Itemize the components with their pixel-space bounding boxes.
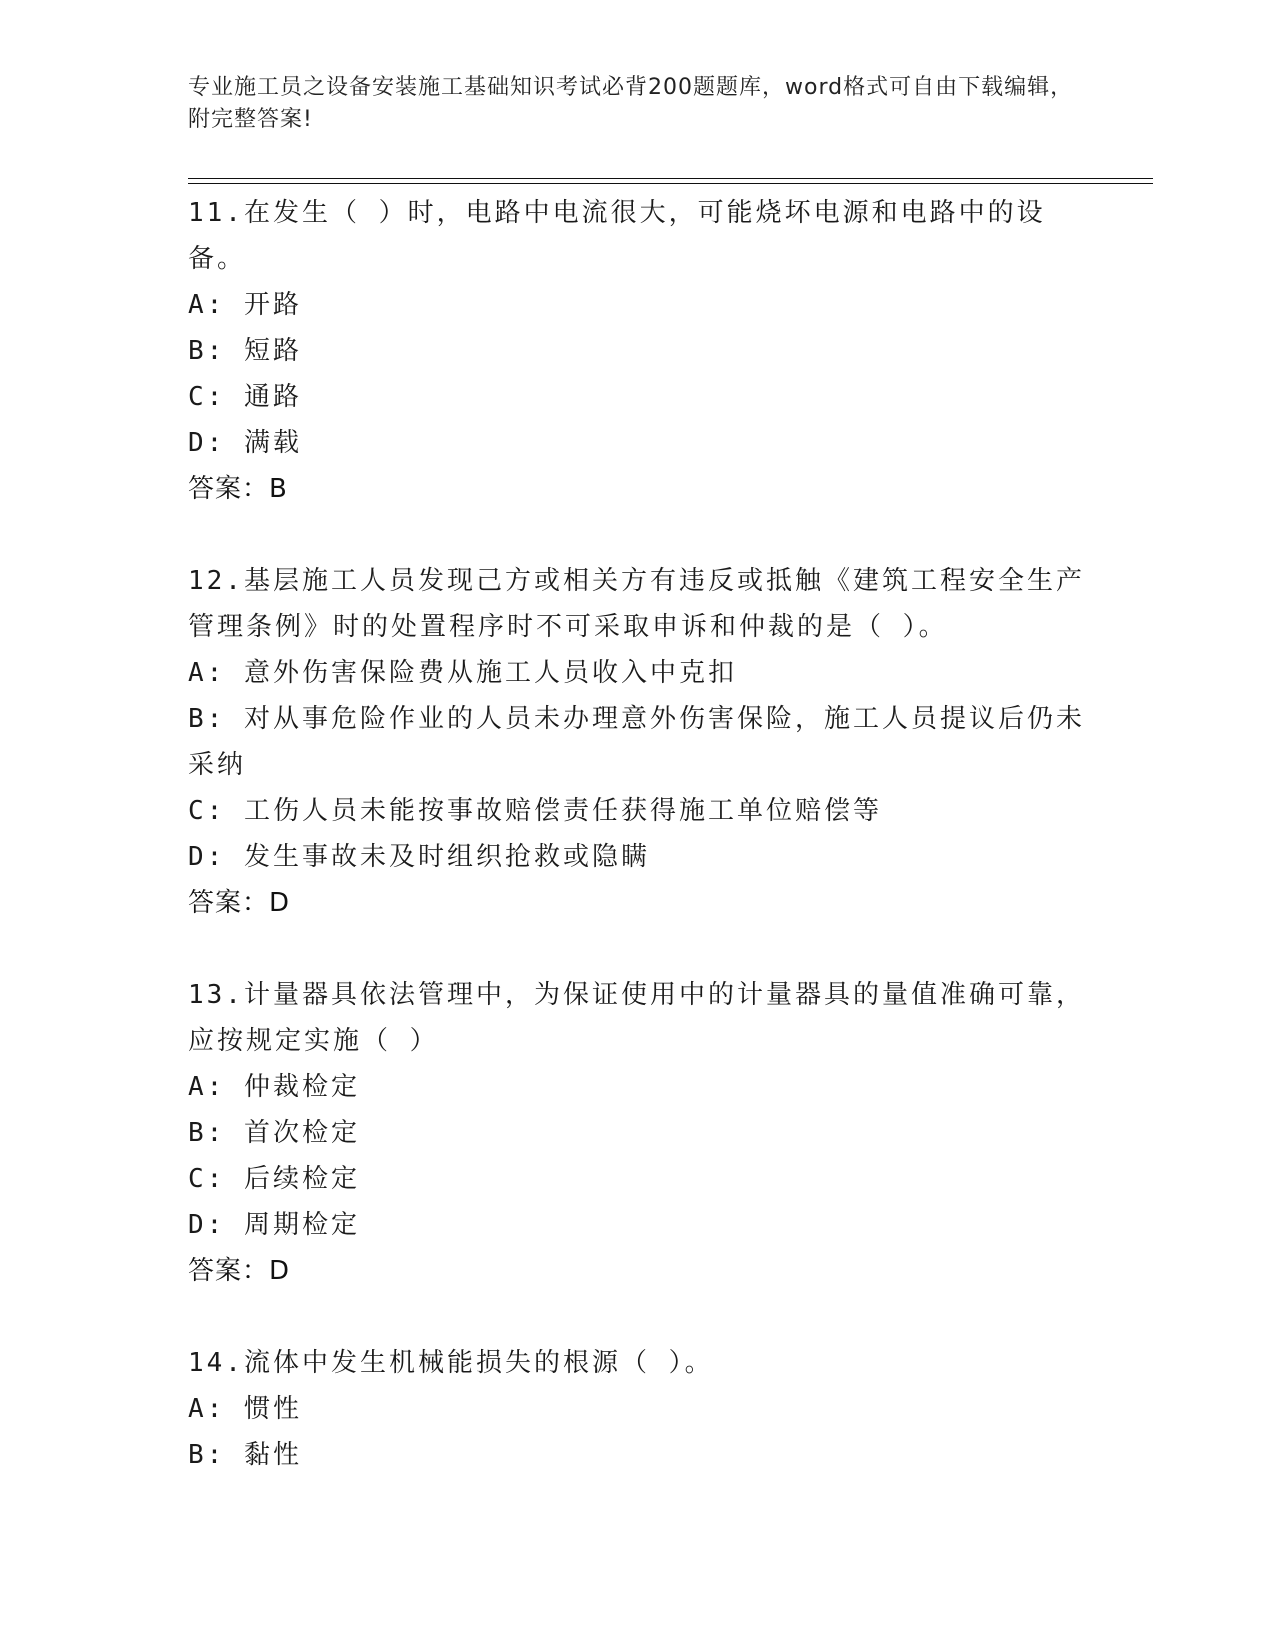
question-14 bbox=[188, 1340, 1088, 1478]
option-c: C: 工伤人员未能按事故赔偿责任获得施工单位赔偿等 bbox=[188, 796, 882, 826]
question-stem: 13.计量器具依法管理中，为保证使用中的计量器具的量值准确可靠，应按规定实施（ ） bbox=[188, 980, 1085, 1056]
option-d: D: 发生事故未及时组织抢救或隐瞒 bbox=[188, 842, 650, 872]
option-c: C: 通路 bbox=[188, 382, 302, 412]
question-spacer bbox=[188, 1294, 1088, 1340]
option-b: B: 黏性 bbox=[188, 1440, 302, 1470]
document-header: 专业施工员之设备安装施工基础知识考试必背200题题库，word格式可自由下载编辑，附完整答案! bbox=[188, 75, 1074, 132]
option-d: D: 周期检定 bbox=[188, 1210, 360, 1240]
option-d: D: 满载 bbox=[188, 428, 302, 458]
question-11 bbox=[188, 190, 1088, 512]
answer-line: 答案：D bbox=[188, 888, 291, 918]
option-a: A: 仲裁检定 bbox=[188, 1072, 360, 1102]
option-a: A: 惯性 bbox=[188, 1394, 302, 1424]
question-stem: 14.流体中发生机械能损失的根源（ ）。 bbox=[188, 1348, 714, 1378]
option-b: B: 首次检定 bbox=[188, 1118, 360, 1148]
option-b: B: 对从事危险作业的人员未办理意外伤害保险，施工人员提议后仍未采纳 bbox=[188, 704, 1085, 780]
header-divider-thick bbox=[188, 178, 1153, 179]
question-spacer bbox=[188, 512, 1088, 558]
question-12 bbox=[188, 558, 1088, 926]
option-a: A: 开路 bbox=[188, 290, 302, 320]
answer-line: 答案：D bbox=[188, 1256, 291, 1286]
option-c: C: 后续检定 bbox=[188, 1164, 360, 1194]
option-b: B: 短路 bbox=[188, 336, 302, 366]
answer-line: 答案：B bbox=[188, 474, 288, 504]
question-spacer bbox=[188, 926, 1088, 972]
question-list bbox=[188, 190, 1088, 1478]
question-13 bbox=[188, 972, 1088, 1294]
question-stem: 12.基层施工人员发现己方或相关方有违反或抵触《建筑工程安全生产管理条例》时的处置程序时不可采取申诉和仲裁的是（ ）。 bbox=[188, 566, 1085, 642]
question-stem: 11.在发生（ ）时，电路中电流很大，可能烧坏电源和电路中的设备。 bbox=[188, 198, 1046, 274]
option-a: A: 意外伤害保险费从施工人员收入中克扣 bbox=[188, 658, 737, 688]
header-divider-thin bbox=[188, 183, 1153, 184]
